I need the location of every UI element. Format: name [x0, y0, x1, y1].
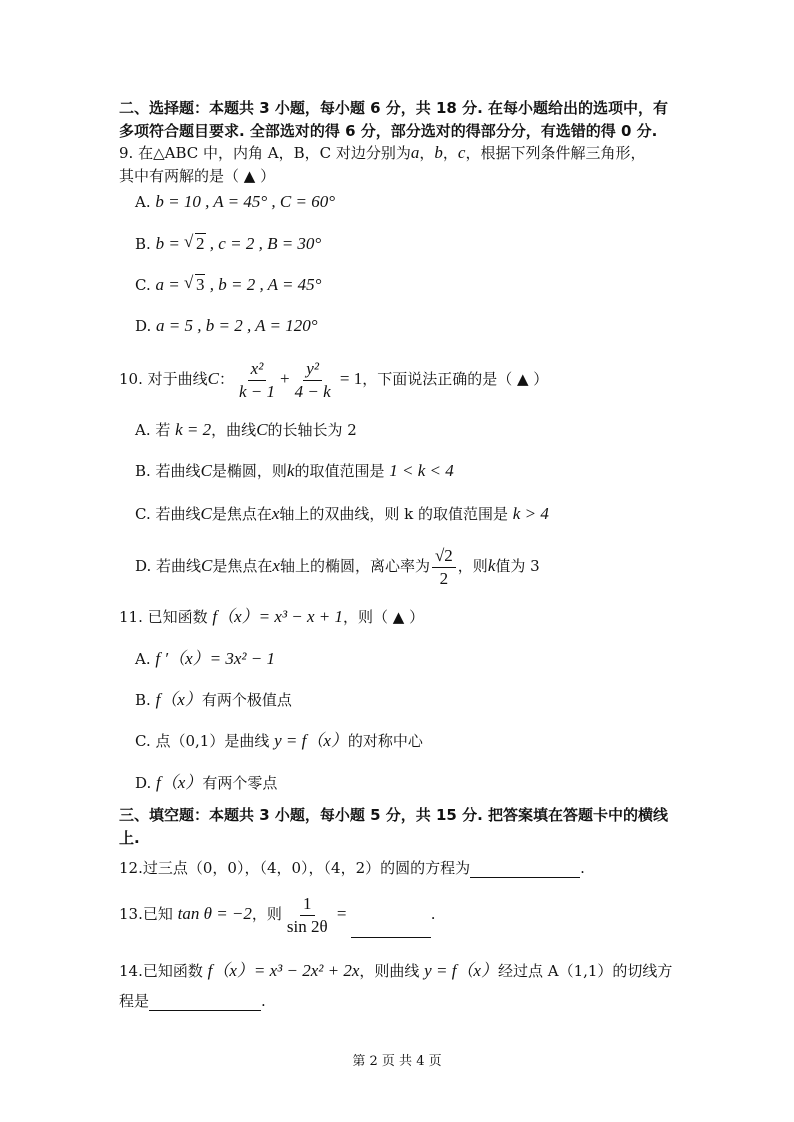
q10-eccentricity-fraction: $\frac{√2}{2}$ — [432, 545, 456, 590]
section3-heading-line2: 上. — [119, 829, 140, 847]
q14-line1: 14.已知函数 f（x）= x³ − 2x² + 2x，则曲线 y = f（x）经过点 A（1,1）的切线方 — [119, 961, 673, 980]
section2-heading-line1: 二、选择题：本题共 3 小题，每小题 6 分，共 18 分. 在每小题给出的选项中，有 — [119, 99, 669, 117]
q10-option-b: B. 若曲线C是椭圆，则k的取值范围是 1 < k < 4 — [135, 461, 454, 480]
q9-option-b: B. b = √ 2 , c = 2 , B = 30° — [135, 234, 321, 254]
q11-option-b: B. f（x）有两个极值点 — [135, 690, 292, 709]
q11-stem: 11. 已知函数 f（x）= x³ − x + 1，则（ ▲ ） — [119, 607, 425, 626]
q9-stem-line1: 9. 在△ABC 中，内角 A，B，C 对边分别为a，b，c，根据下列条件解三角形， — [119, 143, 646, 162]
q14-answer-blank[interactable] — [149, 994, 261, 1011]
q11-option-c: C. 点（0,1）是曲线 y = f（x）的对称中心 — [135, 731, 423, 750]
q9-stem-line2: 其中有两解的是（ ▲ ） — [119, 167, 276, 185]
q10-stem: 10. 对于曲线C： $\frac{\text{x²}}{k - 1}$ + $\frac{\text{y²}}{4 - k}$ = 1，下面说法正确的是（ ▲ ） — [119, 358, 549, 401]
q11-option-a: A. f ′（x）= 3x² − 1 — [135, 649, 275, 668]
q13-answer-blank[interactable] — [351, 921, 431, 938]
q10-option-a: A. 若 k = 2，曲线C的长轴长为 2 — [135, 420, 357, 439]
q9-option-d: D. a = 5 , b = 2 , A = 120° — [135, 316, 318, 335]
q12-answer-blank[interactable] — [470, 861, 580, 878]
q9-option-a: A. b = 10 , A = 45° , C = 60° — [135, 192, 335, 211]
section2-heading-line2: 多项符合题目要求. 全部选对的得 6 分，部分选对的得部分分，有选错的得 0 分. — [119, 122, 658, 140]
q14-line2: 程是 . — [119, 992, 266, 1010]
q9-option-c: C. a = √ 3 , b = 2 , A = 45° — [135, 275, 321, 295]
q13-fraction: $\frac{1}{\sin 2\theta}$ — [286, 893, 328, 936]
q11-option-d: D. f（x）有两个零点 — [135, 773, 278, 792]
q10-option-d: D. 若曲线C是焦点在x轴上的椭圆，离心率为 $\frac{√2}{2}$ ，则k值为 3 — [135, 545, 540, 588]
page-footer: 第 2 页 共 4 页 — [352, 1054, 442, 1069]
section3-heading-line1: 三、填空题：本题共 3 小题，每小题 5 分，共 15 分. 把答案填在答题卡中的横线 — [119, 806, 669, 824]
q12: 12.过三点（0，0），（4，0），（4，2）的圆的方程为 . — [119, 859, 585, 877]
q13: 13.已知 tan θ = −2，则 $\frac{1}{\sin 2\theta}$ = . — [119, 890, 436, 938]
q10-fraction-1: $\frac{\text{x²}}{k - 1}$ — [238, 358, 276, 401]
q10-option-c: C. 若曲线C是焦点在x轴上的双曲线，则 k 的取值范围是 k > 4 — [135, 504, 549, 523]
q10-fraction-2: $\frac{\text{y²}}{4 - k}$ — [294, 358, 331, 401]
